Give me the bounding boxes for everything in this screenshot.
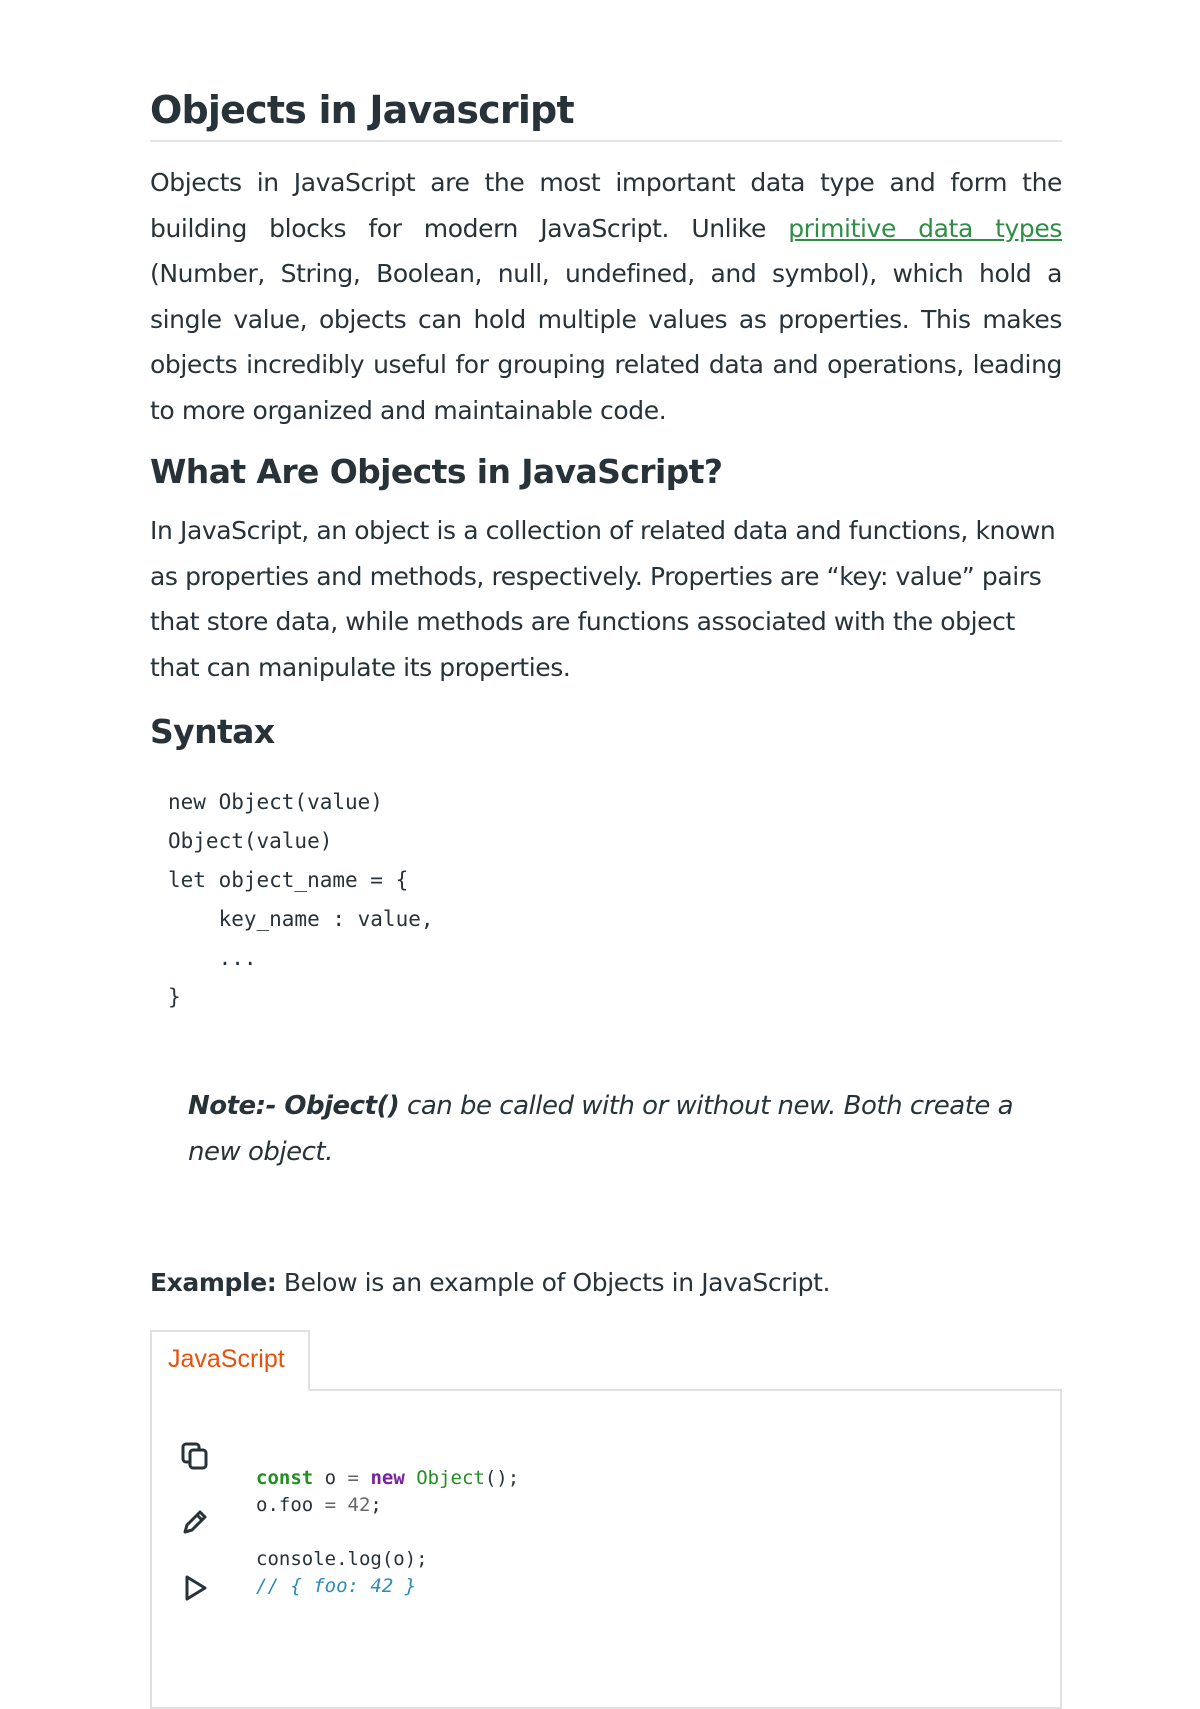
code-token: ();	[484, 1467, 520, 1489]
code-token	[359, 1467, 370, 1489]
code-token: =	[324, 1494, 337, 1516]
syntax-line: let object_name = {	[168, 868, 409, 892]
code-line-3: console.log(o);	[256, 1548, 428, 1570]
edit-icon[interactable]	[180, 1507, 210, 1537]
code-line-1	[256, 1465, 519, 1492]
code-token: o	[313, 1467, 348, 1489]
copy-icon[interactable]	[180, 1441, 210, 1471]
primitive-data-types-link[interactable]: primitive data types	[788, 213, 1062, 243]
code-example-box	[150, 1389, 1062, 1709]
code-blank-line	[256, 1519, 519, 1546]
what-are-objects-text: In JavaScript, an object is a collection of related data and functions, known as properties and methods, respectively. Properties are “key: value” pairs that store data, while methods are functions associated with the object that can manipulate its properties.	[150, 516, 1056, 682]
code-token: const	[256, 1467, 314, 1489]
example-intro	[150, 1268, 830, 1297]
code-example	[256, 1465, 519, 1600]
intro-text-before: Objects in JavaScript are the most important data type and form the building blocks for modern JavaScript. Unlike	[150, 168, 1062, 243]
code-token: =	[347, 1467, 359, 1489]
syntax-code	[168, 783, 434, 1017]
what-are-objects-heading: What Are Objects in JavaScript?	[150, 452, 723, 491]
code-token: o.foo	[256, 1494, 325, 1516]
syntax-line: new Object(value)	[168, 790, 383, 814]
note-text: can be called with or without new. Both create a new object.	[188, 1091, 1014, 1167]
syntax-line: }	[168, 985, 181, 1009]
syntax-heading: Syntax	[150, 712, 275, 751]
intro-paragraph	[150, 160, 1062, 433]
code-token: ;	[370, 1494, 382, 1516]
page-title: Objects in Javascript	[150, 88, 1062, 142]
code-token: new	[370, 1467, 405, 1489]
tab-javascript-label: JavaScript	[168, 1345, 285, 1373]
code-token: Object	[404, 1467, 485, 1489]
intro-text-after: (Number, String, Boolean, null, undefined, and symbol), which hold a single value, objects can hold multiple values as properties. This makes objects incredibly useful for grouping related data and operations, leading to more organized and maintainable code.	[150, 259, 1062, 425]
syntax-line: Object(value)	[168, 829, 333, 853]
code-line-2	[256, 1492, 519, 1519]
syntax-line: ...	[168, 946, 257, 970]
syntax-line: key_name : value,	[168, 907, 434, 931]
note	[188, 1083, 1048, 1175]
tab-javascript[interactable]	[150, 1330, 310, 1391]
note-label: Note:- Object()	[188, 1091, 400, 1121]
run-icon[interactable]	[180, 1573, 210, 1603]
code-token: 42	[336, 1494, 371, 1516]
code-comment: // { foo: 42 }	[256, 1575, 417, 1597]
example-text: Below is an example of Objects in JavaScript.	[276, 1268, 831, 1297]
example-label: Example:	[150, 1268, 277, 1297]
